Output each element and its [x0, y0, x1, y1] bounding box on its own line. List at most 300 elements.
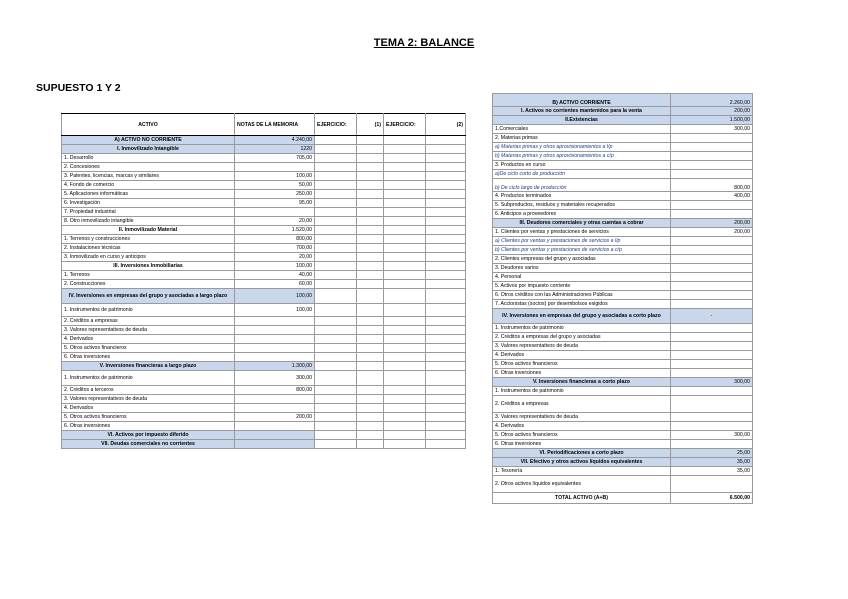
table-row — [493, 493, 753, 504]
empty-cell — [426, 253, 466, 262]
table-row — [62, 208, 466, 217]
row-value: 800,00 — [671, 179, 753, 192]
table-row — [62, 344, 466, 353]
empty-cell — [315, 404, 357, 413]
row-label: 6. Anticipos a proveedores — [493, 210, 671, 219]
empty-cell — [357, 280, 384, 289]
empty-cell — [426, 208, 466, 217]
empty-cell — [426, 136, 466, 145]
table-row — [493, 342, 753, 351]
row-value: 800,00 — [235, 386, 315, 395]
row-label: 1. Clientes por ventas y prestaciones de servicios — [493, 228, 671, 237]
empty-cell — [315, 145, 357, 154]
row-value: - — [671, 309, 753, 324]
row-label: 5. Otros activos financieros — [62, 344, 235, 353]
row-value: 300,00 — [235, 371, 315, 386]
table-row — [493, 219, 753, 228]
table-row — [493, 237, 753, 246]
empty-cell — [426, 317, 466, 326]
row-label: 4. Derivados — [62, 404, 235, 413]
table-row — [62, 262, 466, 271]
table-row — [493, 324, 753, 333]
row-label: 2. Concesiones — [62, 163, 235, 172]
empty-cell — [426, 199, 466, 208]
table-row — [493, 255, 753, 264]
row-label: 2. Otros activos líquidos equivalentes — [493, 476, 671, 493]
row-label: 1. Terrenos — [62, 271, 235, 280]
row-label: 2. Créditos a empresas — [62, 317, 235, 326]
row-label: B) ACTIVO CORRIENTE — [493, 94, 671, 107]
row-value: 1.520,00 — [235, 226, 315, 235]
row-label: II.Existencias — [493, 116, 671, 125]
empty-cell — [357, 304, 384, 317]
table-row — [493, 431, 753, 440]
header-notas: NOTAS DE LA MEMORIA — [235, 114, 315, 136]
row-label: IV. Inversiones en empresas del grupo y asociadas a corto plazo — [493, 309, 671, 324]
row-label: 2. Créditos a empresas del grupo y asociadas — [493, 333, 671, 342]
empty-cell — [384, 335, 426, 344]
row-value — [235, 431, 315, 440]
table-row — [493, 228, 753, 237]
empty-cell — [384, 289, 426, 304]
row-value — [671, 440, 753, 449]
empty-cell — [357, 208, 384, 217]
row-value: 20,00 — [235, 253, 315, 262]
empty-cell — [384, 317, 426, 326]
row-value: 800,00 — [235, 235, 315, 244]
table-row — [493, 378, 753, 387]
empty-cell — [384, 253, 426, 262]
table-row — [62, 404, 466, 413]
empty-cell — [357, 235, 384, 244]
row-value — [671, 324, 753, 333]
table-row — [493, 387, 753, 396]
empty-cell — [426, 280, 466, 289]
row-value: 1.300,00 — [235, 362, 315, 371]
empty-cell — [357, 244, 384, 253]
row-value — [235, 208, 315, 217]
empty-cell — [426, 326, 466, 335]
row-label: a)De ciclo corto de producción — [493, 170, 671, 179]
table-row — [62, 235, 466, 244]
row-value — [671, 255, 753, 264]
table-row — [493, 134, 753, 143]
empty-cell — [384, 280, 426, 289]
row-label: 2. Créditos a terceros — [62, 386, 235, 395]
row-label: b) Clientes por ventas y prestaciones de servicios a c/p — [493, 246, 671, 255]
empty-cell — [315, 154, 357, 163]
row-label: b) De ciclo largo de producción — [493, 179, 671, 192]
empty-cell — [384, 136, 426, 145]
row-value: 20,00 — [235, 217, 315, 226]
table-row — [62, 422, 466, 431]
empty-cell — [426, 289, 466, 304]
table-row — [493, 467, 753, 476]
row-label: 3. Inmovilizado en curso y anticipos — [62, 253, 235, 262]
row-label: 6. Investigación — [62, 199, 235, 208]
row-value — [671, 201, 753, 210]
row-value — [671, 413, 753, 422]
row-label: 2. Construcciones — [62, 280, 235, 289]
empty-cell — [426, 172, 466, 181]
row-value: 300,00 — [671, 125, 753, 134]
row-value: 705,00 — [235, 154, 315, 163]
row-value: 100,00 — [235, 262, 315, 271]
header-ejercicio-2-num: (2) — [426, 114, 466, 136]
row-value — [235, 395, 315, 404]
activo-corriente-table — [492, 93, 753, 504]
table-row — [62, 217, 466, 226]
row-value — [235, 317, 315, 326]
empty-cell — [357, 395, 384, 404]
row-value: 95,00 — [235, 199, 315, 208]
row-label: 4. Derivados — [62, 335, 235, 344]
empty-cell — [357, 190, 384, 199]
empty-cell — [384, 344, 426, 353]
empty-cell — [315, 304, 357, 317]
table-row — [493, 476, 753, 493]
row-label: 2. Instalaciones técnicas — [62, 244, 235, 253]
empty-cell — [315, 413, 357, 422]
row-label: VII. Deudas comerciales no corrientes — [62, 440, 235, 449]
empty-cell — [426, 304, 466, 317]
row-value: 200,00 — [671, 107, 753, 116]
row-value — [671, 422, 753, 431]
document-subtitle: SUPUESTO 1 Y 2 — [36, 82, 121, 94]
row-value — [671, 264, 753, 273]
table-row — [62, 440, 466, 449]
table-row — [493, 94, 753, 107]
empty-cell — [384, 371, 426, 386]
table-row — [493, 449, 753, 458]
empty-cell — [315, 163, 357, 172]
row-value — [235, 440, 315, 449]
table-row — [62, 181, 466, 190]
empty-cell — [357, 271, 384, 280]
row-label: I. Activos no corrientes mantenidos para la venta — [493, 107, 671, 116]
table-row — [62, 172, 466, 181]
table-row — [62, 304, 466, 317]
table-row — [62, 371, 466, 386]
empty-cell — [426, 422, 466, 431]
row-label: TOTAL ACTIVO (A+B) — [493, 493, 671, 504]
row-value — [235, 335, 315, 344]
row-label: 1. Instrumentos de patrimonio — [493, 387, 671, 396]
row-label: 3. Productos en curso — [493, 161, 671, 170]
row-value: 4.240,00 — [235, 136, 315, 145]
empty-cell — [426, 431, 466, 440]
row-label: IV. Inversiones en empresas del grupo y asociadas a largo plazo — [62, 289, 235, 304]
table-row — [493, 351, 753, 360]
empty-cell — [426, 271, 466, 280]
row-label: 6. Otras inversiones — [493, 440, 671, 449]
empty-cell — [384, 304, 426, 317]
table-row — [493, 192, 753, 201]
row-label: 6. Otros créditos con las Administraciones Públicas — [493, 291, 671, 300]
empty-cell — [357, 253, 384, 262]
empty-cell — [384, 262, 426, 271]
row-value: 35,00 — [671, 458, 753, 467]
empty-cell — [357, 422, 384, 431]
table-row — [493, 422, 753, 431]
row-value — [671, 342, 753, 351]
empty-cell — [384, 226, 426, 235]
row-value: 200,00 — [235, 413, 315, 422]
row-value — [671, 237, 753, 246]
table-row — [62, 163, 466, 172]
empty-cell — [426, 395, 466, 404]
empty-cell — [426, 262, 466, 271]
empty-cell — [315, 262, 357, 271]
row-value — [235, 163, 315, 172]
empty-cell — [315, 280, 357, 289]
table-row — [493, 125, 753, 134]
empty-cell — [384, 413, 426, 422]
table-row — [493, 360, 753, 369]
table-row — [493, 161, 753, 170]
row-value — [235, 326, 315, 335]
row-value: 1220 — [235, 145, 315, 154]
empty-cell — [384, 404, 426, 413]
empty-cell — [357, 262, 384, 271]
row-label: 6. Otras inversiones — [62, 422, 235, 431]
table-row — [62, 362, 466, 371]
empty-cell — [357, 431, 384, 440]
row-label: 2. Materias primas — [493, 134, 671, 143]
row-label: 3. Valores representativos de deuda — [493, 342, 671, 351]
table-row — [493, 152, 753, 161]
empty-cell — [315, 362, 357, 371]
header-ejercicio-1-num: (1) — [357, 114, 384, 136]
row-label: VI. Periodificaciones a corto plazo — [493, 449, 671, 458]
empty-cell — [384, 208, 426, 217]
row-label: 4. Personal — [493, 273, 671, 282]
table-row — [493, 201, 753, 210]
row-label: b) Materias primas y otros aprovisionamientos a c/p — [493, 152, 671, 161]
empty-cell — [357, 154, 384, 163]
empty-cell — [384, 154, 426, 163]
row-label: 1. Instrumentos de patrimonio — [62, 304, 235, 317]
header-ejercicio-1: EJERCICIO: — [315, 114, 357, 136]
empty-cell — [315, 217, 357, 226]
empty-cell — [384, 145, 426, 154]
row-value — [671, 291, 753, 300]
row-label: 3. Valores representativos de deuda — [62, 326, 235, 335]
empty-cell — [315, 208, 357, 217]
empty-cell — [384, 172, 426, 181]
empty-cell — [426, 386, 466, 395]
empty-cell — [315, 136, 357, 145]
empty-cell — [357, 362, 384, 371]
table-row — [493, 246, 753, 255]
row-label: 4. Derivados — [493, 351, 671, 360]
row-value: 700,00 — [235, 244, 315, 253]
empty-cell — [315, 235, 357, 244]
empty-cell — [357, 217, 384, 226]
empty-cell — [315, 440, 357, 449]
row-label: 1. Terrenos y construcciones — [62, 235, 235, 244]
row-label: 3. Valores representativos de deuda — [493, 413, 671, 422]
empty-cell — [384, 422, 426, 431]
table-row — [62, 431, 466, 440]
empty-cell — [384, 163, 426, 172]
empty-cell — [315, 371, 357, 386]
row-value — [671, 210, 753, 219]
table-row — [62, 190, 466, 199]
table-row — [493, 282, 753, 291]
row-label: 8. Otro inmovilizado intangible — [62, 217, 235, 226]
row-value: 25,00 — [671, 449, 753, 458]
row-label: 6. Otras inversiones — [62, 353, 235, 362]
table-row — [62, 226, 466, 235]
table-row — [493, 116, 753, 125]
table-row — [62, 136, 466, 145]
empty-cell — [426, 181, 466, 190]
row-label: I. Inmovilizado Intangible — [62, 145, 235, 154]
empty-cell — [315, 172, 357, 181]
row-label: II. Inmovilizado Material — [62, 226, 235, 235]
empty-cell — [357, 226, 384, 235]
row-value — [671, 360, 753, 369]
row-label: 6. Otras inversiones — [493, 369, 671, 378]
empty-cell — [315, 422, 357, 431]
table-row — [493, 170, 753, 179]
table-row — [62, 289, 466, 304]
empty-cell — [357, 181, 384, 190]
row-value — [671, 152, 753, 161]
empty-cell — [426, 404, 466, 413]
table-row — [493, 143, 753, 152]
row-value — [671, 134, 753, 143]
empty-cell — [315, 253, 357, 262]
header-activo: ACTIVO — [62, 114, 235, 136]
empty-cell — [384, 326, 426, 335]
table-row — [493, 413, 753, 422]
row-label: 5. Otros activos financieros — [62, 413, 235, 422]
table-row — [62, 326, 466, 335]
empty-cell — [384, 199, 426, 208]
empty-cell — [357, 199, 384, 208]
row-label: 1. Desarrollo — [62, 154, 235, 163]
table-row — [62, 413, 466, 422]
row-value: 400,00 — [671, 192, 753, 201]
row-label: 7. Accionistas (socios) por desembolsos exigidos — [493, 300, 671, 309]
table-row — [493, 264, 753, 273]
empty-cell — [315, 181, 357, 190]
empty-cell — [384, 395, 426, 404]
empty-cell — [426, 335, 466, 344]
row-label: 4. Derivados — [493, 422, 671, 431]
row-label: 5. Otros activos financieros — [493, 431, 671, 440]
row-value: 200,00 — [671, 228, 753, 237]
empty-cell — [426, 362, 466, 371]
row-label: 5. Activos por impuesto corriente — [493, 282, 671, 291]
row-label: a) Clientes por ventas y prestaciones de servicios a l/p — [493, 237, 671, 246]
empty-cell — [384, 217, 426, 226]
empty-cell — [315, 289, 357, 304]
empty-cell — [357, 386, 384, 395]
row-label: VI. Activos por impuesto diferido — [62, 431, 235, 440]
row-label: 1. Instrumentos de patrimonio — [62, 371, 235, 386]
row-value — [671, 273, 753, 282]
empty-cell — [357, 404, 384, 413]
row-value — [671, 351, 753, 360]
activo-no-corriente-table — [61, 113, 466, 449]
row-value: 200,00 — [671, 219, 753, 228]
row-value: 40,00 — [235, 271, 315, 280]
row-label: 4. Productos terminados — [493, 192, 671, 201]
empty-cell — [426, 217, 466, 226]
table-row — [493, 179, 753, 192]
row-value: 100,00 — [235, 304, 315, 317]
row-label: 2. Créditos a empresas — [493, 396, 671, 413]
empty-cell — [357, 145, 384, 154]
row-label: 5. Subproductos, residuos y materiales recuperados — [493, 201, 671, 210]
empty-cell — [315, 395, 357, 404]
table-row — [493, 458, 753, 467]
row-value — [671, 246, 753, 255]
row-value: 100,00 — [235, 172, 315, 181]
empty-cell — [357, 163, 384, 172]
row-value — [671, 161, 753, 170]
table-row — [493, 369, 753, 378]
row-label: a) Materias primas y otros aprovisionamientos a l/p — [493, 143, 671, 152]
empty-cell — [357, 353, 384, 362]
row-value: 300,00 — [671, 431, 753, 440]
empty-cell — [357, 172, 384, 181]
table-row — [62, 335, 466, 344]
empty-cell — [426, 235, 466, 244]
empty-cell — [384, 271, 426, 280]
row-value: 50,00 — [235, 181, 315, 190]
empty-cell — [315, 326, 357, 335]
empty-cell — [426, 413, 466, 422]
row-value: 1.500,00 — [671, 116, 753, 125]
table-row — [493, 107, 753, 116]
row-label: V. Inversiones financieras a largo plazo — [62, 362, 235, 371]
row-value — [235, 422, 315, 431]
empty-cell — [315, 335, 357, 344]
row-label: V. Inversiones financieras a corto plazo — [493, 378, 671, 387]
table-row — [493, 273, 753, 282]
table-row — [62, 317, 466, 326]
row-label: III. Deudores comerciales y otras cuentas a cobrar — [493, 219, 671, 228]
table-row — [493, 333, 753, 342]
empty-cell — [426, 244, 466, 253]
empty-cell — [357, 326, 384, 335]
table-row — [493, 210, 753, 219]
row-value — [671, 369, 753, 378]
row-value — [671, 476, 753, 493]
table-row — [62, 145, 466, 154]
table-row — [493, 309, 753, 324]
empty-cell — [315, 386, 357, 395]
row-label: 3. Patentes, licencias, marcas y similares — [62, 172, 235, 181]
row-value: 2.260,00 — [671, 94, 753, 107]
row-value: 300,00 — [671, 378, 753, 387]
row-label: 3. Valores representativos de deuda — [62, 395, 235, 404]
empty-cell — [426, 154, 466, 163]
empty-cell — [357, 136, 384, 145]
empty-cell — [315, 244, 357, 253]
document-title: TEMA 2: BALANCE — [373, 37, 475, 49]
row-value — [671, 282, 753, 291]
empty-cell — [384, 235, 426, 244]
row-value — [671, 396, 753, 413]
table-row — [62, 199, 466, 208]
empty-cell — [384, 386, 426, 395]
table-row — [62, 386, 466, 395]
